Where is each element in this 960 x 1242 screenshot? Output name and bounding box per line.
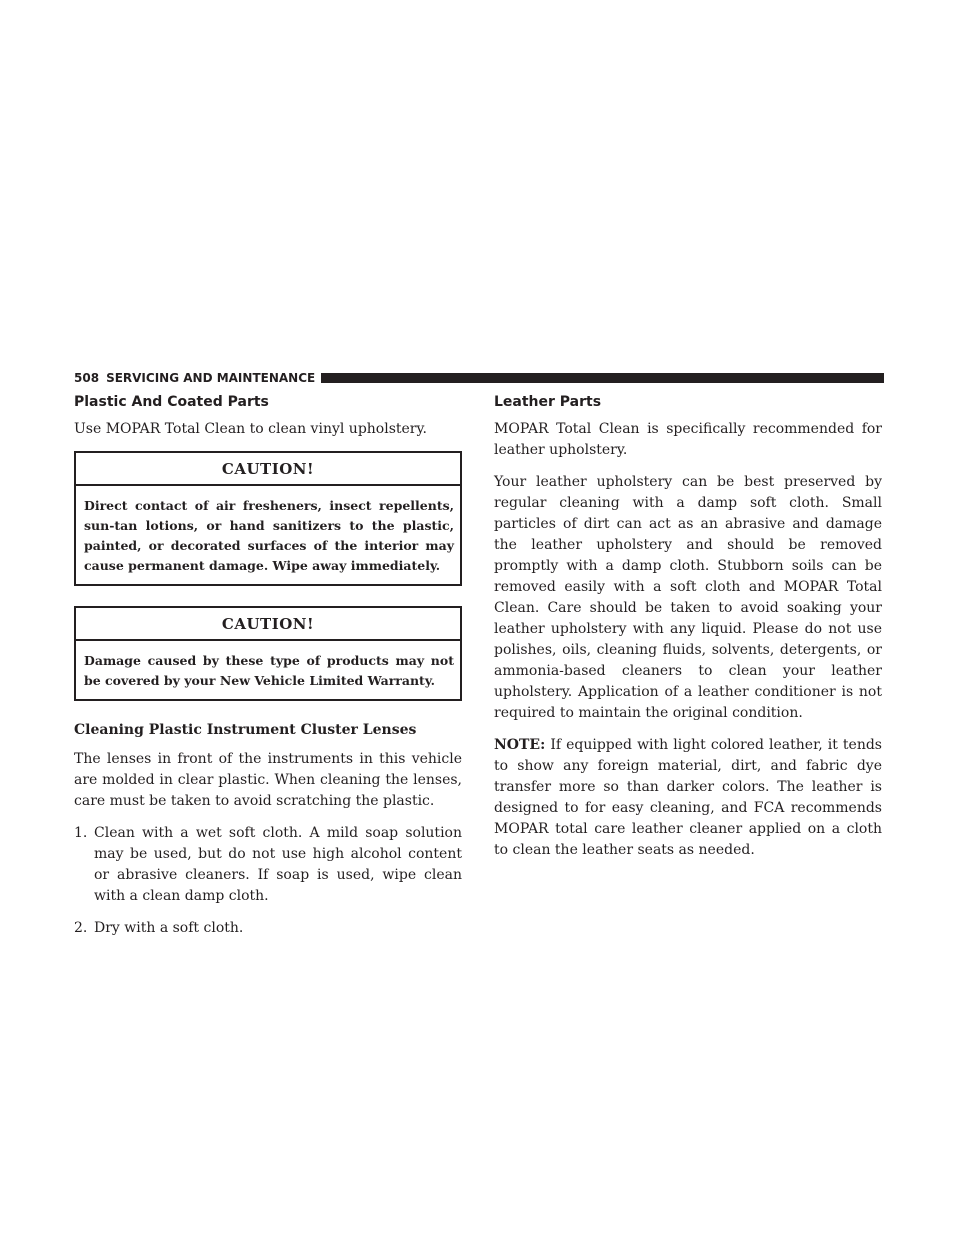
step-item <box>74 823 462 907</box>
step-text: Dry with a soft cloth. <box>94 920 244 936</box>
right-column <box>494 393 882 872</box>
plastic-parts-heading: Plastic And Coated Parts <box>74 394 269 410</box>
caution-title-1: CAUTION! <box>76 453 460 486</box>
lenses-paragraph: The lenses in front of the instruments in this vehicle are molded in clear plastic. When cleaning the lenses, care must be taken to avoid scratching the plastic. <box>74 751 462 809</box>
caution-box-1 <box>74 451 462 586</box>
step-number: 1. <box>74 825 88 841</box>
left-column <box>74 393 462 950</box>
lenses-heading: Cleaning Plastic Instrument Cluster Lenses <box>74 722 417 738</box>
leather-parts-heading: Leather Parts <box>494 394 602 410</box>
leather-note <box>494 735 882 861</box>
caution-title-2: CAUTION! <box>76 608 460 641</box>
leather-paragraph-2: Your leather upholstery can be best preserved by regular cleaning with a damp soft cloth. Small particles of dirt can act as an abrasive and damage the leather upholstery and should be removed promptly with a damp cloth. Stubborn soils can be removed easily with a soft cloth and MOPAR Total Clean. Care should be taken to avoid soaking your leather upholstery with any liquid. Please do not use polishes, oils, cleaning fluids, solvents, detergents, or ammonia-based cleaners to clean your leather upholstery. Application of a leather conditioner is not required to maintain the original condition. <box>494 474 882 721</box>
caution-box-2 <box>74 606 462 701</box>
section-title: SERVICING AND MAINTENANCE <box>106 371 316 385</box>
caution-text-1: Direct contact of air fresheners, insect repellents, sun-tan lotions, or hand sanitizers to the plastic, painted, or decorated surfaces of the interior may cause permanent damage. Wipe away immediately. <box>84 498 454 573</box>
page-header <box>74 371 884 385</box>
leather-paragraph-1: MOPAR Total Clean is specifically recommended for leather upholstery. <box>494 421 882 458</box>
page-number: 508 <box>74 371 100 385</box>
step-item <box>74 918 462 939</box>
step-number: 2. <box>74 920 88 936</box>
caution-text-2: Damage caused by these type of products may not be covered by your New Vehicle Limited Warranty. <box>84 653 454 688</box>
note-label: NOTE: <box>494 737 546 753</box>
header-rule <box>321 373 884 383</box>
cleaning-steps <box>74 823 462 939</box>
plastic-parts-intro: Use MOPAR Total Clean to clean vinyl upholstery. <box>74 421 427 437</box>
step-text: Clean with a wet soft cloth. A mild soap solution may be used, but do not use high alcohol content or abrasive cleaners. If soap is used, wipe clean with a clean damp cloth. <box>94 825 462 904</box>
note-text: If equipped with light colored leather, it tends to show any foreign material, dirt, and fabric dye transfer more so than darker colors. The leather is designed to for easy cleaning, and FCA recommends MOPAR total care leather cleaner applied on a cloth to clean the leather seats as needed. <box>494 737 882 858</box>
